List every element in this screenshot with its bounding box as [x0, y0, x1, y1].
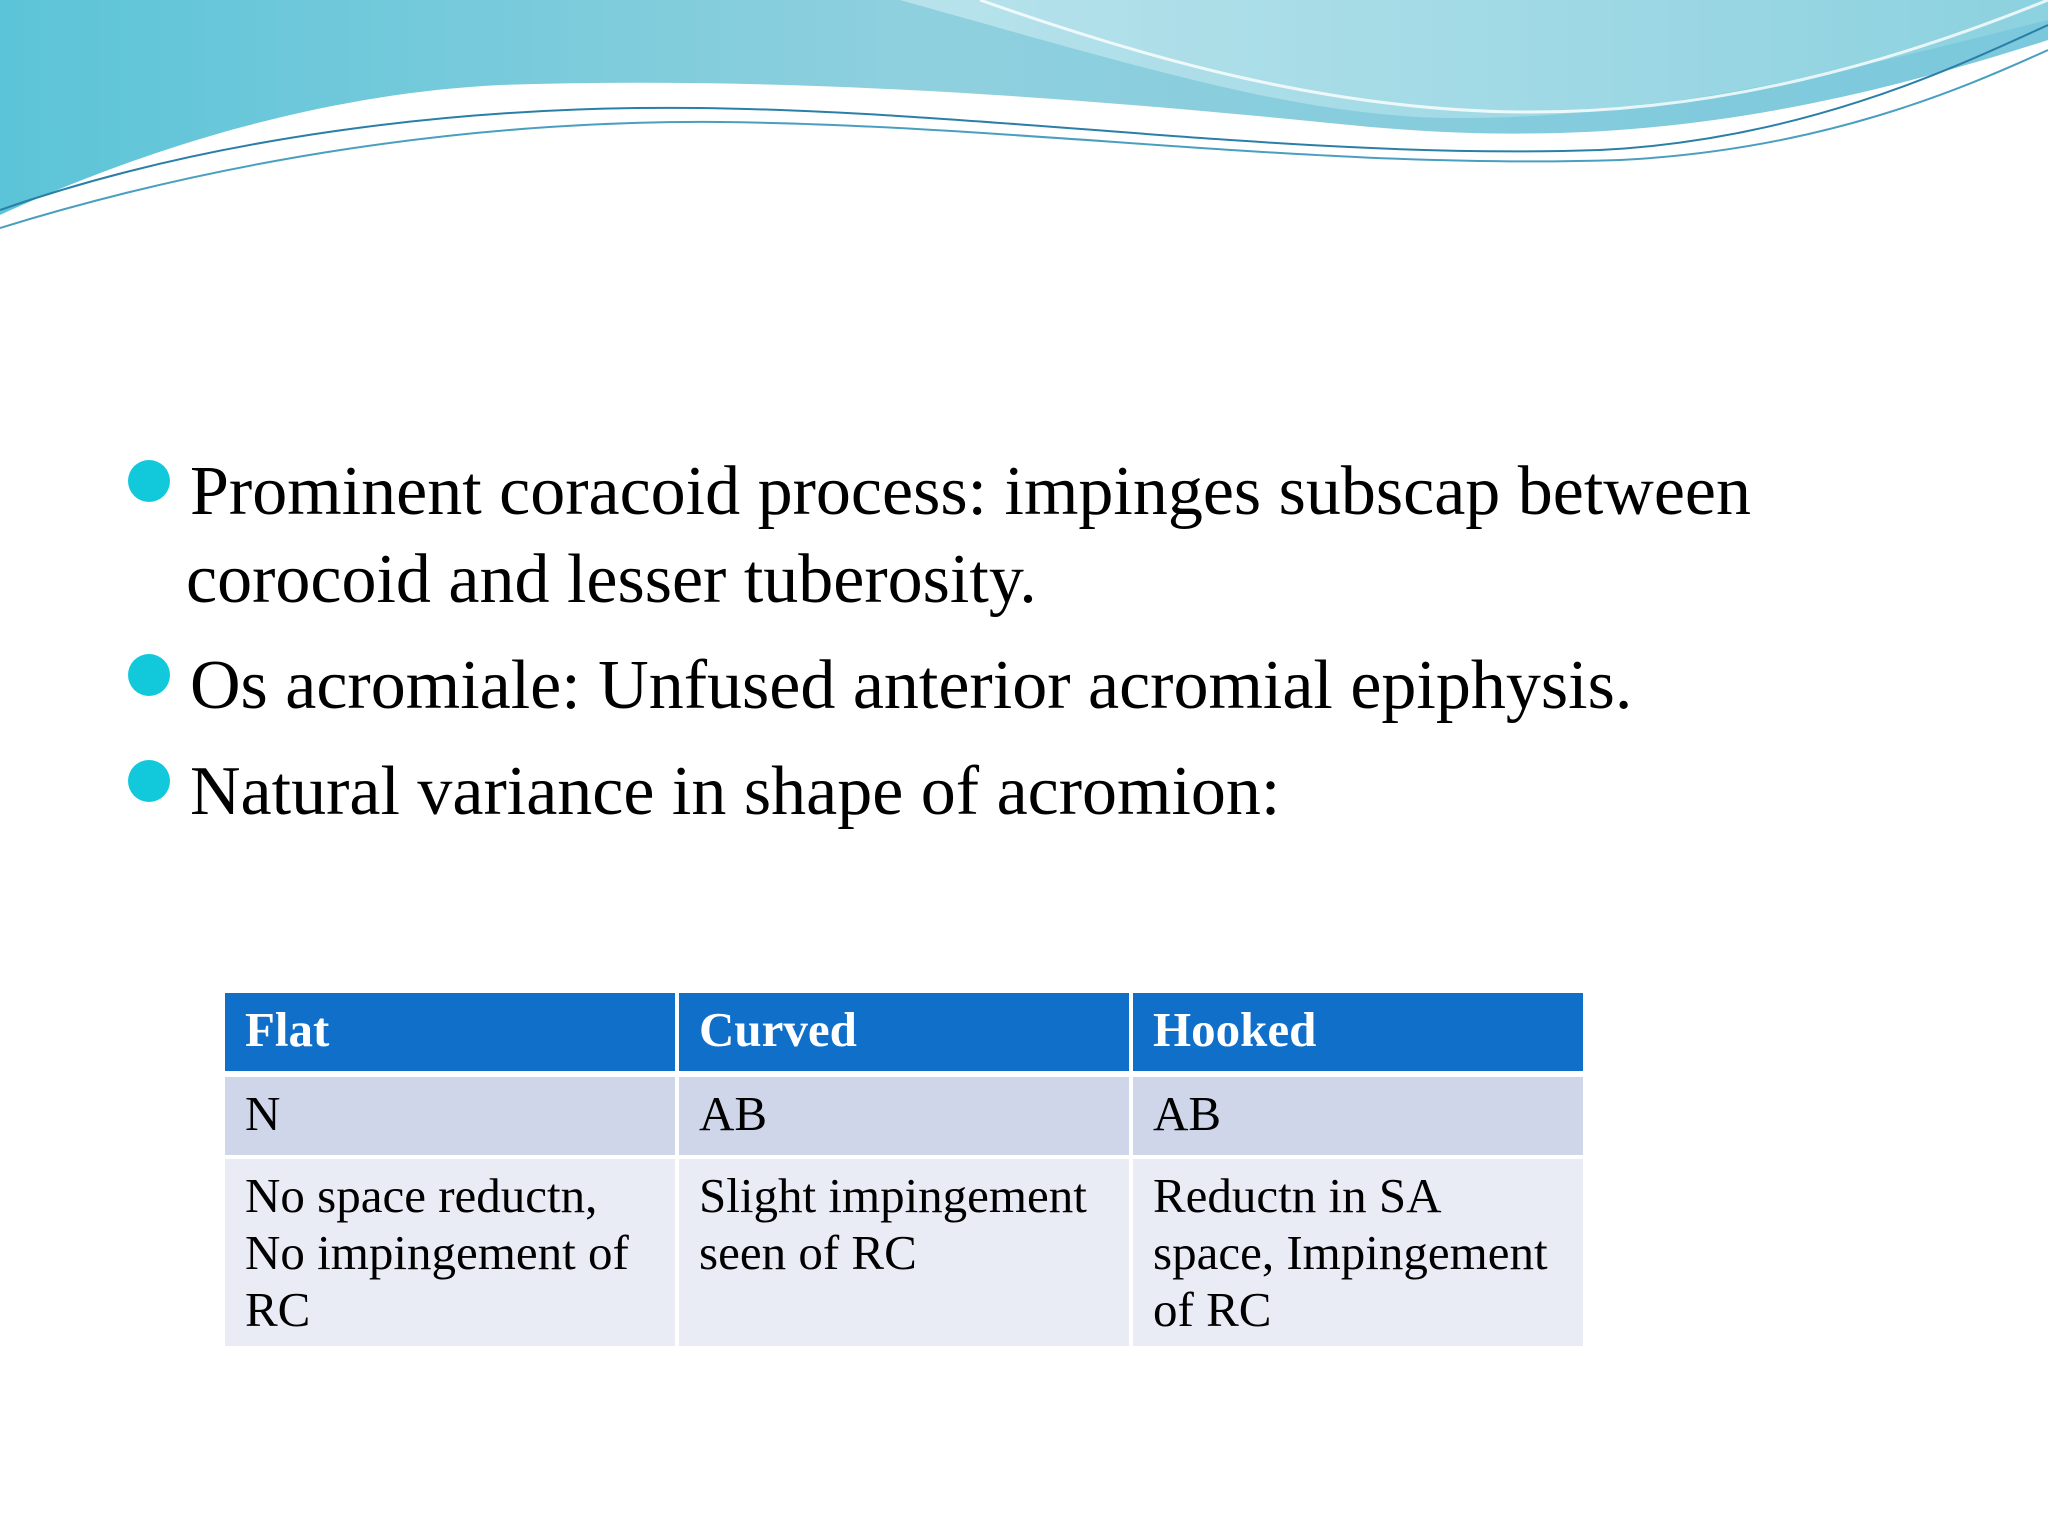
- table-cell: No space reductn, No impingement of RC: [223, 1157, 677, 1348]
- table-header-cell: Hooked: [1131, 991, 1585, 1074]
- bullet-item: [128, 748, 1928, 836]
- table-cell: AB: [677, 1074, 1131, 1157]
- bullet-list: [128, 448, 1928, 854]
- bullet-text: Natural variance in shape of acromion:: [190, 753, 1281, 830]
- table-row: [223, 1074, 1585, 1157]
- bullet-dot-icon: [128, 654, 170, 696]
- table-header-cell: Curved: [677, 991, 1131, 1074]
- table-cell: Reductn in SA space, Impingement of RC: [1131, 1157, 1585, 1348]
- bullet-text: Prominent coracoid process: impinges subscap between corocoid and lesser tuberosity.: [186, 453, 1751, 618]
- acromion-shape-table: [221, 989, 1587, 1350]
- header-wave-decoration: [0, 0, 2048, 260]
- table-cell: Slight impingement seen of RC: [677, 1157, 1131, 1348]
- table-header-row: [223, 991, 1585, 1074]
- table-cell: N: [223, 1074, 677, 1157]
- table-cell: AB: [1131, 1074, 1585, 1157]
- bullet-dot-icon: [128, 760, 170, 802]
- table-row: [223, 1157, 1585, 1348]
- bullet-dot-icon: [128, 460, 170, 502]
- bullet-text: Os acromiale: Unfused anterior acromial epiphysis.: [190, 647, 1633, 724]
- bullet-item: [128, 642, 1928, 730]
- table-header-cell: Flat: [223, 991, 677, 1074]
- bullet-item: [128, 448, 1928, 624]
